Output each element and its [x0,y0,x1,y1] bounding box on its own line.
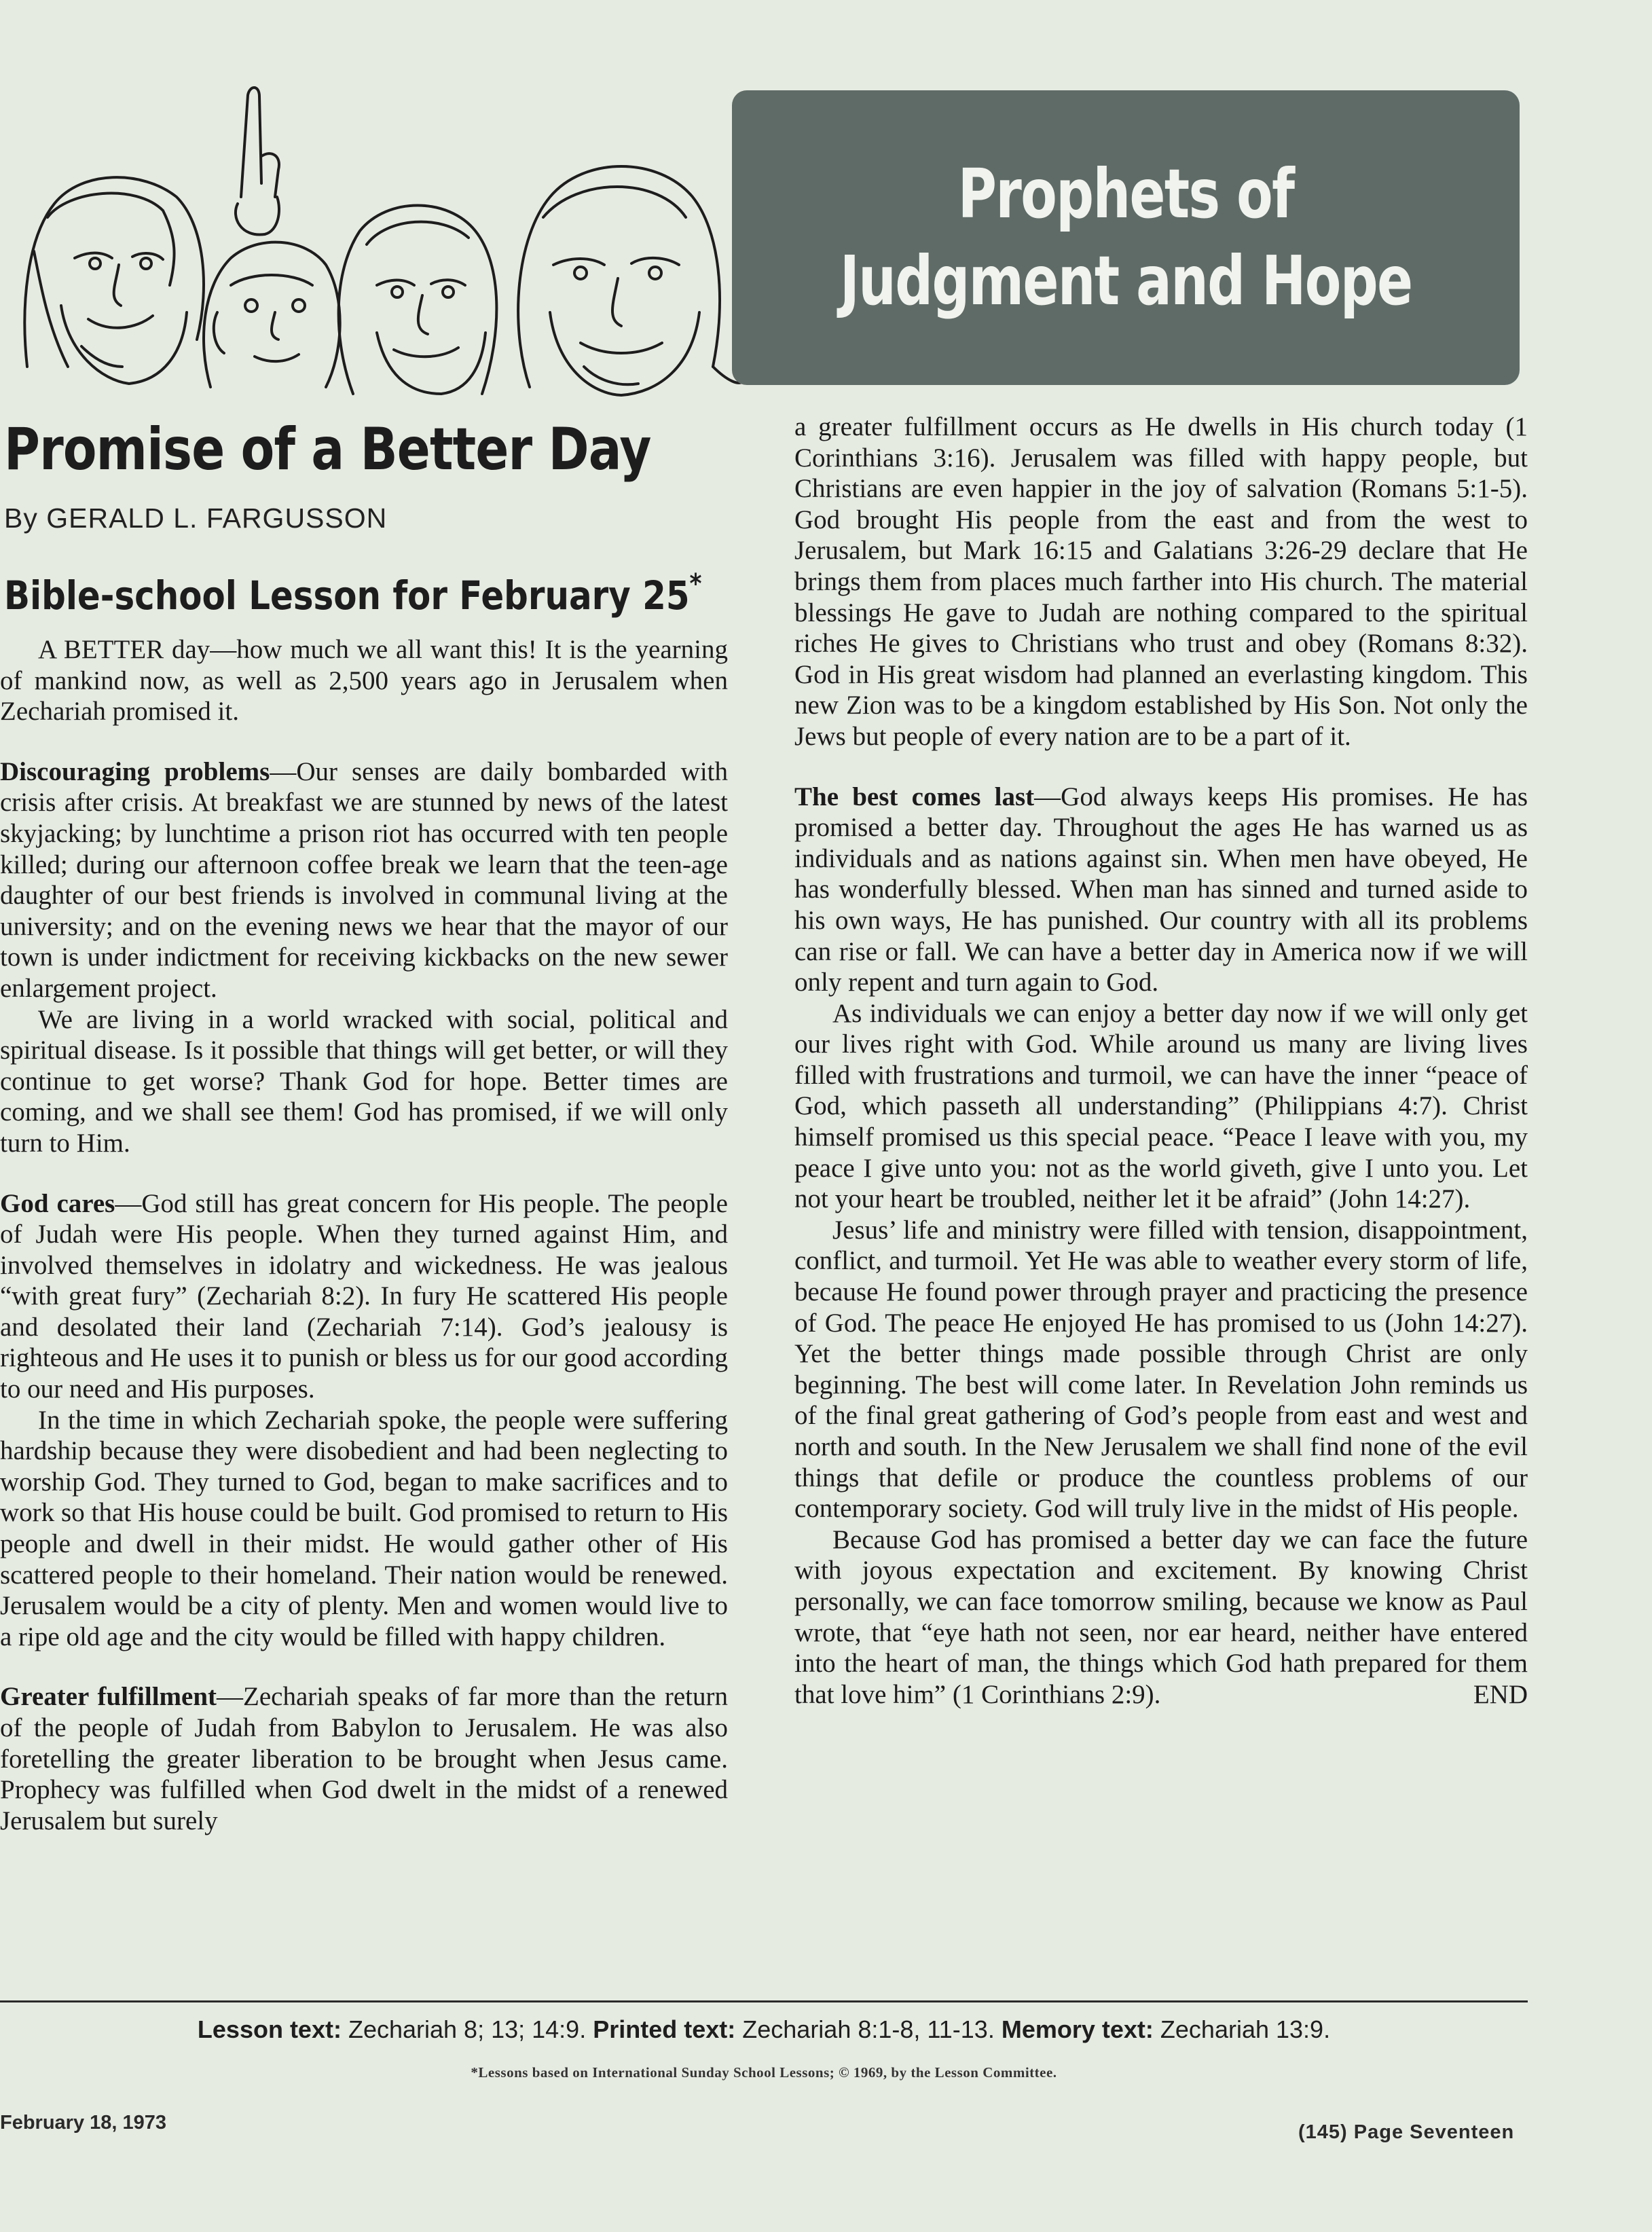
prophet-face-3 [339,206,497,395]
lesson-text: Zechariah 8; 13; 14:9. [348,2015,587,2043]
lesson-references [0,2015,1528,2044]
paragraph: Jesus’ life and ministry were filled with tension, disappointment, conflict, and turmoil. Yet He was able to weather every storm of life, because He found power through prayer and practicing the presence of God. The peace He enjoyed He has promised to us (John 14:27). Yet the better things made possible through Christ are only beginning. The best will come later. In Revelation John reminds us of the final great gathering of God’s people from east and west and north and south. In the New Jerusalem we shall find none of the evil things that defile or produce the countless problems of our contemporary society. God will truly live in the midst of His people. [794,1215,1528,1524]
section-discouraging-problems [0,756,728,1004]
paragraph: In the time in which Zechariah spoke, the people were suffering hardship because they were disobedient and had been neglecting to worship God. They turned to God, began to make sacrifices and to work so that His house could be built. God promised to return to His people and dwell in their midst. He would gather other of His scattered people to their homeland. Their nation would be renewed. Jerusalem would be a city of plenty. Men and women would live to a ripe old age and the city would be filled with happy children. [0,1405,728,1651]
page-number: (145) Page Seventeen [1298,2121,1515,2143]
section-best-comes-last [794,782,1528,998]
prophet-face-4 [518,166,744,395]
prophet-hand-raised [236,88,279,235]
closing-paragraph [794,1524,1528,1710]
section-heading: The best comes last [794,782,1035,811]
series-title-box [732,90,1520,385]
section-heading: Greater fulfillment [0,1682,217,1712]
memory-text-label: Memory text: [1001,2015,1154,2043]
left-column [0,634,728,1836]
section-god-cares [0,1188,728,1405]
lesson-heading-text: Bible-school Lesson for February 25 [4,572,690,619]
section-text: —God still has great concern for His people. The people of Judah were His people. When they turned against Him, and involved themselves in idolatry and wickedness. He was jealous “with great fury” (Zechariah 8:2). In fury He scattered His people and desolated their land (Zechariah 7:14). God’s jealousy is righteous and He uses it to punish or bless us for our good according to our need and His purposes. [0,1188,728,1404]
closing-text: Because God has promised a better day we can face the future with joyous expectation and excitement. By knowing Christ personally, we can face tomorrow smiling, because we know as Paul wrote, that “eye hath not seen, nor ear heard, neither have entered into the heart of man, the things which God hath prepared for them that love him” (1 Corinthians 2:9). [794,1524,1528,1709]
right-column [794,411,1528,1710]
paragraph: As individuals we can enjoy a better day now if we will only get our lives right with God. While around us many are living lives filled with frustrations and turmoil, we can have the inner “peace of God, which passeth all understanding” (Philippians 4:7). Christ himself promised us this special peace. “Peace I leave with you, my peace I give unto you: not as the world giveth, give I unto you. Let not your heart be troubled, neither let it be afraid” (John 14:27). [794,998,1528,1214]
copyright-footnote: *Lessons based on International Sunday School Lessons; © 1969, by the Lesson Committee. [471,2064,1057,2081]
lesson-heading [4,558,702,621]
issue-date: February 18, 1973 [0,2112,167,2134]
series-title-line-2: Judgment and Hope [839,241,1412,321]
footer-rule [0,2000,1528,2002]
paragraph: We are living in a world wracked with social, political and spiritual disease. Is it possible that things will get better, or will they continue to get worse? Thank God for hope. Better times are coming, and we shall see them! God has promised, if we will only turn to Him. [0,1004,728,1158]
section-greater-fulfillment [0,1681,728,1836]
series-title-line-1: Prophets of [957,154,1294,234]
prophet-face-2 [204,242,340,387]
prophet-face-1 [24,177,204,384]
printed-text-label: Printed text: [593,2015,736,2043]
printed-text: Zechariah 8:1-8, 11-13. [742,2015,995,2043]
article-title: Promise of a Better Day [4,416,651,483]
lesson-text-label: Lesson text: [197,2015,342,2043]
intro-paragraph: A BETTER day—how much we all want this! It is the yearning of mankind now, as well as 2,500 years ago in Jerusalem when Zechariah promised it. [0,635,728,727]
memory-text: Zechariah 13:9. [1160,2015,1331,2043]
byline: By GERALD L. FARGUSSON [4,502,388,534]
prophets-illustration [7,81,747,401]
lesson-footnote-mark: * [689,568,702,600]
continued-paragraph: a greater fulfillment occurs as He dwells in His church today (1 Corinthians 3:16). Jerusalem was filled with happy people, but Christians are even happier in the joy of salvation (Romans 5:1-5). God brought His people from the east and from the west to Jerusalem, but Mark 16:15 and Galatians 3:26-29 declare that He brings them from places much farther into His church. The material blessings He gave to Judah are nothing compared to the spiritual riches He gives to Christians who trust and obey (Romans 8:32). God in His great wisdom had planned an everlasting kingdom. This new Zion was to be a kingdom established by His Son. Not only the Jews but people of every nation are to be a part of it. [794,412,1528,751]
end-mark: END [1473,1679,1528,1709]
section-text: —Our senses are daily bombarded with crisis after crisis. At breakfast we are stunned by news of the latest skyjacking; by lunchtime a prison riot has occurred with ten people killed; during our afternoon coffee break we learn that the teen-age daughter of our best friends is involved in communal living at the university; and on the evening news we hear that the mayor of our town is under indictment for receiving kickbacks on the new sewer enlargement project. [0,756,728,1003]
section-heading: Discouraging problems [0,756,270,786]
section-heading: God cares [0,1188,115,1218]
section-text: —Zechariah speaks of far more than the return of the people of Judah from Babylon to Jerusalem. He was also foretelling the greater liberation to be brought when Jesus came. Prophecy was fulfilled when God dwelt in the midst of a renewed Jerusalem but surely [0,1682,728,1835]
section-text: —God always keeps His promises. He has promised a better day. Throughout the ages He has warned us as individuals and as nations against sin. When men have obeyed, He has wonderfully blessed. When man has sinned and turned aside to his own ways, He has punished. Our country with all its problems can rise or fall. We can have a better day in America now if we will only repent and turn again to God. [794,782,1528,998]
